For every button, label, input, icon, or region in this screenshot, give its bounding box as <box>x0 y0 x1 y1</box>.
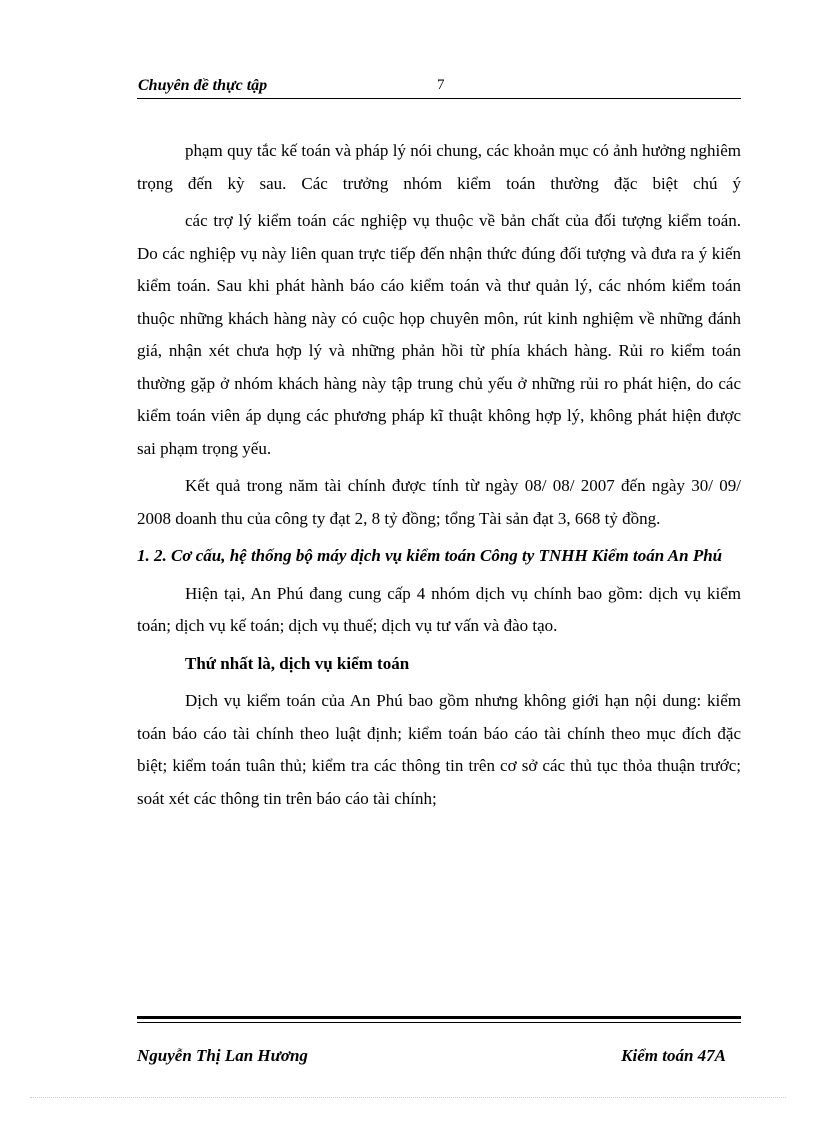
page-edge <box>30 1097 786 1098</box>
paragraph-5: Dịch vụ kiểm toán của An Phú bao gồm nhưng không giới hạn nội dung: kiểm toán báo cáo tài chính theo luật định; kiểm toán báo cáo tài chính theo mục đích đặc biệt; kiểm toán tuân thủ; kiểm tra các thông tin trên cơ sở các thủ tục thỏa thuận trước; soát xét các thông tin trên báo cáo tài chính; <box>137 691 741 808</box>
footer-divider-thin <box>137 1022 741 1023</box>
body-text <box>137 135 741 820</box>
section-heading: 1. 2. Cơ cấu, hệ thống bộ máy dịch vụ kiểm toán Công ty TNHH Kiểm toán An Phú <box>137 546 723 565</box>
paragraph-1: phạm quy tắc kế toán và pháp lý nói chung, các khoản mục có ảnh hưởng nghiêm trọng đến kỳ sau. Các trưởng nhóm kiểm toán thường đặc biệt chú ý <box>137 141 741 193</box>
paragraph-2: các trợ lý kiểm toán các nghiệp vụ thuộc về bản chất của đối tượng kiểm toán. Do các nghiệp vụ này liên quan trực tiếp đến nhận thức đúng đối tượng và đưa ra ý kiến kiểm toán. Sau khi phát hành báo cáo kiểm toán và thư quản lý, các nhóm kiểm toán thuộc những khách hàng này có cuộc họp chuyên môn, rút kinh nghiệm về những đánh giá, nhận xét chưa hợp lý và những phản hồi từ phía khách hàng. Rủi ro kiểm toán thường gặp ở nhóm khách hàng này tập trung chủ yếu ở những rủi ro phát hiện, do các kiểm toán viên áp dụng các phương pháp kĩ thuật không hợp lý, không phát hiện được sai phạm trọng yếu. <box>137 211 741 458</box>
header-divider <box>137 98 741 99</box>
footer-author: Nguyễn Thị Lan Hương <box>137 1046 308 1065</box>
paragraph-3: Kết quả trong năm tài chính được tính từ ngày 08/ 08/ 2007 đến ngày 30/ 09/ 2008 doanh thu của công ty đạt 2, 8 tỷ đồng; tổng Tài sản đạt 3, 668 tỷ đồng. <box>137 476 741 528</box>
header-title: Chuyên đề thực tập <box>138 77 268 94</box>
paragraph-4: Hiện tại, An Phú đang cung cấp 4 nhóm dịch vụ chính bao gồm: dịch vụ kiểm toán; dịch vụ kế toán; dịch vụ thuế; dịch vụ tư vấn và đào tạo. <box>137 583 741 635</box>
subsection-heading: Thứ nhất là, dịch vụ kiểm toán <box>185 653 410 673</box>
page-number: 7 <box>437 77 445 93</box>
footer-class: Kiểm toán 47A <box>621 1046 726 1065</box>
footer-divider-thick <box>137 1016 741 1019</box>
